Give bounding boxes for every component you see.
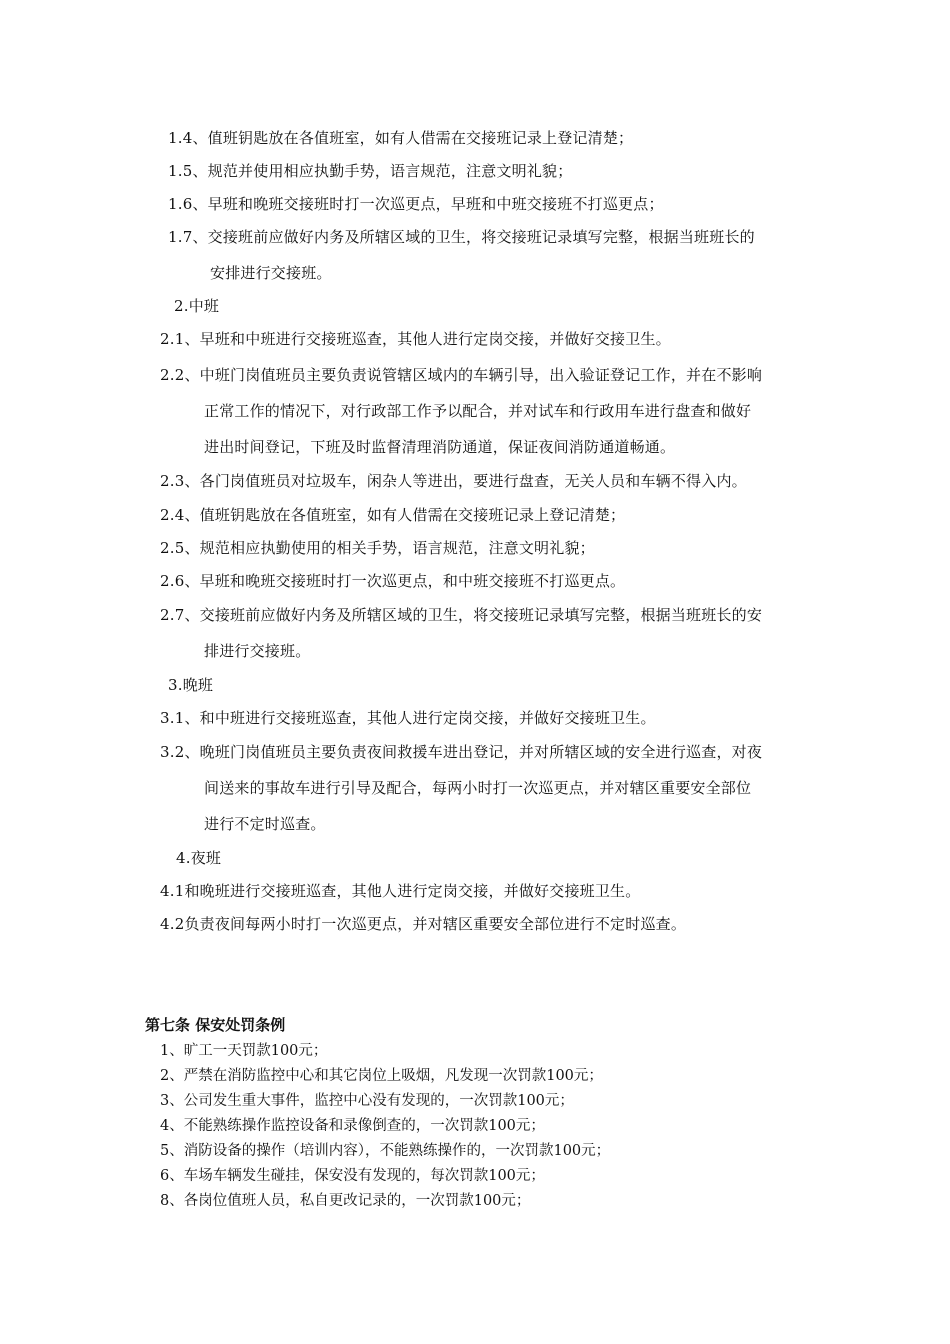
penalty-item: 4、不能熟练操作监控设备和录像倒查的，一次罚款100元； [160,1118,545,1134]
penalty-item: 8、各岗位值班人员，私自更改记录的，一次罚款100元； [160,1193,531,1209]
rule-2-6: 2.6、早班和晚班交接班时打一次巡更点，和中班交接班不打巡更点。 [160,572,626,590]
rule-4-1: 4.1和晚班进行交接班巡查，其他人进行定岗交接，并做好交接班卫生。 [160,882,641,900]
rule-1-4: 1.4、值班钥匙放在各值班室，如有人借需在交接班记录上登记清楚； [168,129,634,147]
rule-3-2-line3: 进行不定时巡查。 [204,815,326,833]
penalty-item: 5、消防设备的操作（培训内容），不能熟练操作的，一次罚款100元； [160,1143,611,1159]
penalty-item: 2、严禁在消防监控中心和其它岗位上吸烟，凡发现一次罚款100元； [160,1068,603,1084]
rule-1-5: 1.5、规范并使用相应执勤手势，语言规范，注意文明礼貌； [168,162,573,180]
rule-1-7-line2: 安排进行交接班。 [210,264,332,282]
rule-2-2-line2: 正常工作的情况下，对行政部工作予以配合，并对试车和行政用车进行盘查和做好 [204,402,752,420]
rule-3-1: 3.1、和中班进行交接班巡查，其他人进行定岗交接，并做好交接班卫生。 [160,709,656,727]
rule-1-7-line1: 1.7、交接班前应做好内务及所辖区域的卫生，将交接班记录填写完整，根据当班班长的 [168,228,755,246]
rule-3-2-line2: 间送来的事故车进行引导及配合，每两小时打一次巡更点，并对辖区重要安全部位 [204,779,752,797]
rule-4-2: 4.2负责夜间每两小时打一次巡更点，并对辖区重要安全部位进行不定时巡查。 [160,915,687,933]
rule-2-3: 2.3、各门岗值班员对垃圾车，闲杂人等进出，要进行盘查，无关人员和车辆不得入内。 [160,472,747,490]
section-heading-night-shift: 4.夜班 [176,849,222,867]
rule-3-2-line1: 3.2、晚班门岗值班员主要负责夜间救援车进出登记，并对所辖区域的安全进行巡查，对夜 [160,743,763,761]
rule-1-6: 1.6、早班和晚班交接班时打一次巡更点，早班和中班交接班不打巡更点； [168,195,664,213]
rule-2-1: 2.1、早班和中班进行交接班巡查，其他人进行定岗交接，并做好交接卫生。 [160,330,671,348]
penalty-item: 3、公司发生重大事件，监控中心没有发现的，一次罚款100元； [160,1093,574,1109]
rule-2-2-line1: 2.2、中班门岗值班员主要负责说管辖区域内的车辆引导，出入验证登记工作，并在不影响 [160,366,763,384]
section-heading-mid-shift: 2.中班 [174,297,220,315]
section-heading-evening-shift: 3.晚班 [168,676,214,694]
rule-2-2-line3: 进出时间登记，下班及时监督清理消防通道，保证夜间消防通道畅通。 [204,438,676,456]
penalty-section-title: 第七条 保安处罚条例 [145,1016,286,1034]
rule-2-7-line2: 排进行交接班。 [204,642,311,660]
rule-2-5: 2.5、规范相应执勤使用的相关手势，语言规范，注意文明礼貌； [160,539,595,557]
rule-2-4: 2.4、值班钥匙放在各值班室，如有人借需在交接班记录上登记清楚； [160,506,626,524]
rule-2-7-line1: 2.7、交接班前应做好内务及所辖区域的卫生，将交接班记录填写完整，根据当班班长的安 [160,606,763,624]
penalty-item: 6、车场车辆发生碰挂，保安没有发现的，每次罚款100元； [160,1168,545,1184]
penalty-item: 1、旷工一天罚款100元； [160,1043,328,1059]
